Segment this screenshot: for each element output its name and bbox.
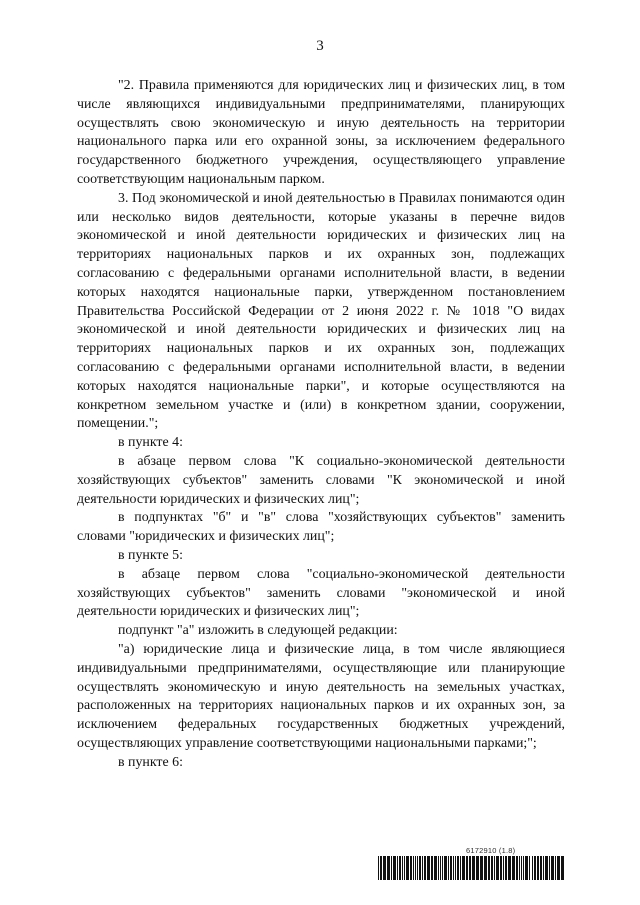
barcode-bar [427, 856, 430, 880]
barcode-bar [543, 856, 544, 880]
barcode-bar [406, 856, 409, 880]
barcode-bar [508, 856, 511, 880]
barcode-bar [410, 856, 412, 880]
barcode-bar [523, 856, 524, 880]
barcode-bar [484, 856, 487, 880]
barcode-bar [380, 856, 382, 880]
paragraph-item-6: в пункте 6: [118, 754, 183, 770]
page-number: 3 [316, 38, 324, 54]
barcode-bar [417, 856, 418, 880]
barcode-bar [387, 856, 390, 880]
barcode-bar [393, 856, 396, 880]
barcode-bar [555, 856, 556, 880]
barcode-code: 6172910 (1.8) [466, 846, 516, 855]
barcode-bar [391, 856, 392, 880]
paragraph-item-4-subitems: в подпунктах "б" и "в" слова "хозяйствующих субъектов" заменить словами "юридических и физических лиц"; [77, 510, 565, 545]
barcode-bar [450, 856, 452, 880]
barcode-bar [466, 856, 468, 880]
paragraph-rule-3: 3. Под экономической и иной деятельностью в Правилах понимаются один или несколько видов деятельности, которые указаны в перечне видов экономической и иной деятельности юридических и физических лиц на территориях национальных парков и их охранных зон, подлежащих согласованию с федеральными органами исполнительной власти, в ведении которых находятся национальные парки, утвержденном постановлением Правительства Российской Федерации от 2 июня 2022 г. № 1018 "О видах экономической и иной деятельности юридических и физических лиц на территориях национальных парков и их охранных зон, подлежащих согласованию с федеральными органами исполнительной власти, в ведении которых находятся национальные парки", и которые осуществляются на конкретном земельном участке и (или) в конкретном здании, сооружении, помещении."; [77, 190, 565, 432]
barcode-bar [529, 856, 530, 880]
barcode-bar [488, 856, 490, 880]
barcode-bar [404, 856, 405, 880]
barcode-bar [415, 856, 416, 880]
barcode-bar [512, 856, 515, 880]
barcode-bar [440, 856, 441, 880]
barcode-bar [453, 856, 454, 880]
barcode-bar [519, 856, 520, 880]
paragraph-item-4-first: в абзаце первом слова "К социально-экономической деятельности хозяйствующих субъектов" заменить словами "К экономической и иной деятельности юридических и физических лиц"; [77, 453, 565, 507]
barcode-bar [525, 856, 528, 880]
barcode-bar [557, 856, 560, 880]
barcode-bar [516, 856, 518, 880]
barcode-bar [540, 856, 542, 880]
paragraph-item-4: в пункте 4: [118, 435, 183, 451]
barcode-bar [413, 856, 414, 880]
barcode-bar [438, 856, 439, 880]
barcode-bar [422, 856, 423, 880]
barcode-bar [399, 856, 401, 880]
barcode-bar [402, 856, 403, 880]
barcode-bar [545, 856, 548, 880]
barcode-bar [472, 856, 475, 880]
paragraph-subitem-a-intro: подпункт "а" изложить в следующей редакции: [118, 623, 398, 639]
barcode-bar [469, 856, 471, 880]
barcode-bar [434, 856, 437, 880]
barcode-bar [378, 856, 379, 880]
paragraph-rule-2: "2. Правила применяются для юридических лиц и физических лиц, в том числе являющихся индивидуальными предпринимателями, планирующих осуществлять свою экономическую и иную деятельность на территории национального парка или его охранной зоны, за исключением федерального государственного бюджетного учреждения, осуществляющего управление соответствующим национальным парком. [77, 78, 565, 187]
barcode-bar [424, 856, 426, 880]
barcode-bar [537, 856, 539, 880]
paragraph-item-5-first: в абзаце первом слова "социально-экономической деятельности хозяйствующих субъектов" заменить словами "экономической и иной деятельности юридических и физических лиц"; [77, 566, 565, 620]
barcode-bar [532, 856, 533, 880]
barcode-bar [480, 856, 483, 880]
barcode-bar [503, 856, 504, 880]
paragraph-item-5: в пункте 5: [118, 547, 183, 563]
barcode-bar [462, 856, 465, 880]
barcode-icon [378, 856, 564, 880]
barcode-bar [494, 856, 495, 880]
barcode-bar [383, 856, 386, 880]
barcode-bar [457, 856, 459, 880]
barcode-bar [444, 856, 447, 880]
barcode-bar [549, 856, 550, 880]
barcode-bar [534, 856, 536, 880]
barcode-bar [551, 856, 554, 880]
barcode-bar [455, 856, 456, 880]
barcode-bar [561, 856, 564, 880]
barcode-bar [491, 856, 493, 880]
barcode-bar [476, 856, 479, 880]
barcode-bar [505, 856, 507, 880]
barcode-bar [500, 856, 502, 880]
document-body [77, 77, 565, 772]
paragraph-subitem-a-text: "а) юридические лица и физические лица, в том числе являющиеся индивидуальными предпринимателями, осуществляющие или планирующие осуществлять экономическую и иную деятельность на земельных участках, расположенных на территориях национальных парков и их охранных зон, за исключением федеральных государственных бюджетных учреждений, осуществляющих управление соответствующими национальными парками;"; [77, 641, 565, 751]
barcode-bar [431, 856, 433, 880]
barcode-bar [521, 856, 522, 880]
barcode-bar [419, 856, 421, 880]
barcode-bar [397, 856, 398, 880]
barcode-bar [448, 856, 449, 880]
barcode-bar [496, 856, 499, 880]
barcode-bar [460, 856, 461, 880]
barcode-bar [442, 856, 443, 880]
